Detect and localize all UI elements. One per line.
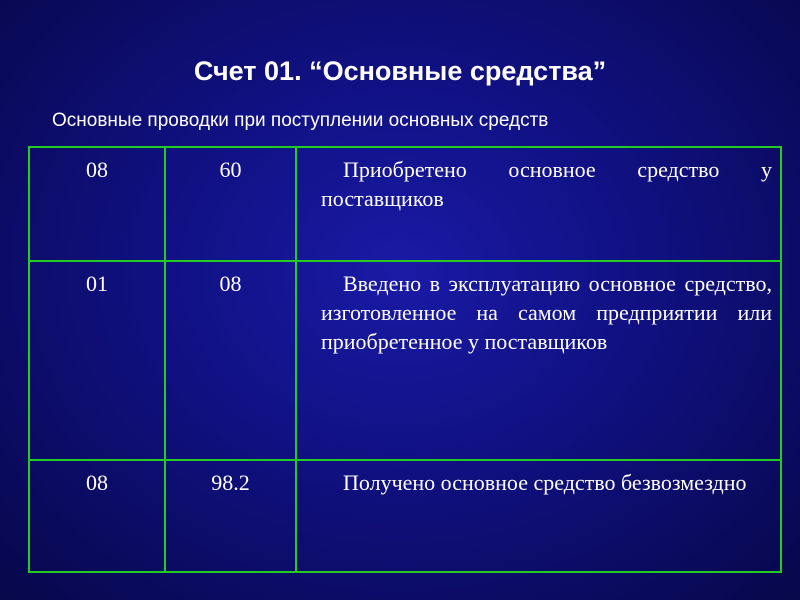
description-cell: Получено основное средство безвозмездно [296,460,781,572]
debit-cell: 08 [29,147,165,261]
description-cell: Введено в эксплуатацию основное средство, изготовленное на самом предприятии или приобретенное у поставщиков [296,261,781,460]
credit-cell: 08 [165,261,296,460]
credit-cell: 60 [165,147,296,261]
slide-title: Счет 01. “Основные средства” [193,56,607,86]
debit-cell: 08 [29,460,165,572]
table-row [29,261,781,460]
slide-subtitle: Основные проводки при поступлении основных средств [52,110,549,131]
table-row [29,460,781,572]
credit-cell: 98.2 [165,460,296,572]
description-cell: Приобретено основное средство у поставщиков [296,147,781,261]
postings-table [28,146,782,573]
debit-cell: 01 [29,261,165,460]
table-row [29,147,781,261]
